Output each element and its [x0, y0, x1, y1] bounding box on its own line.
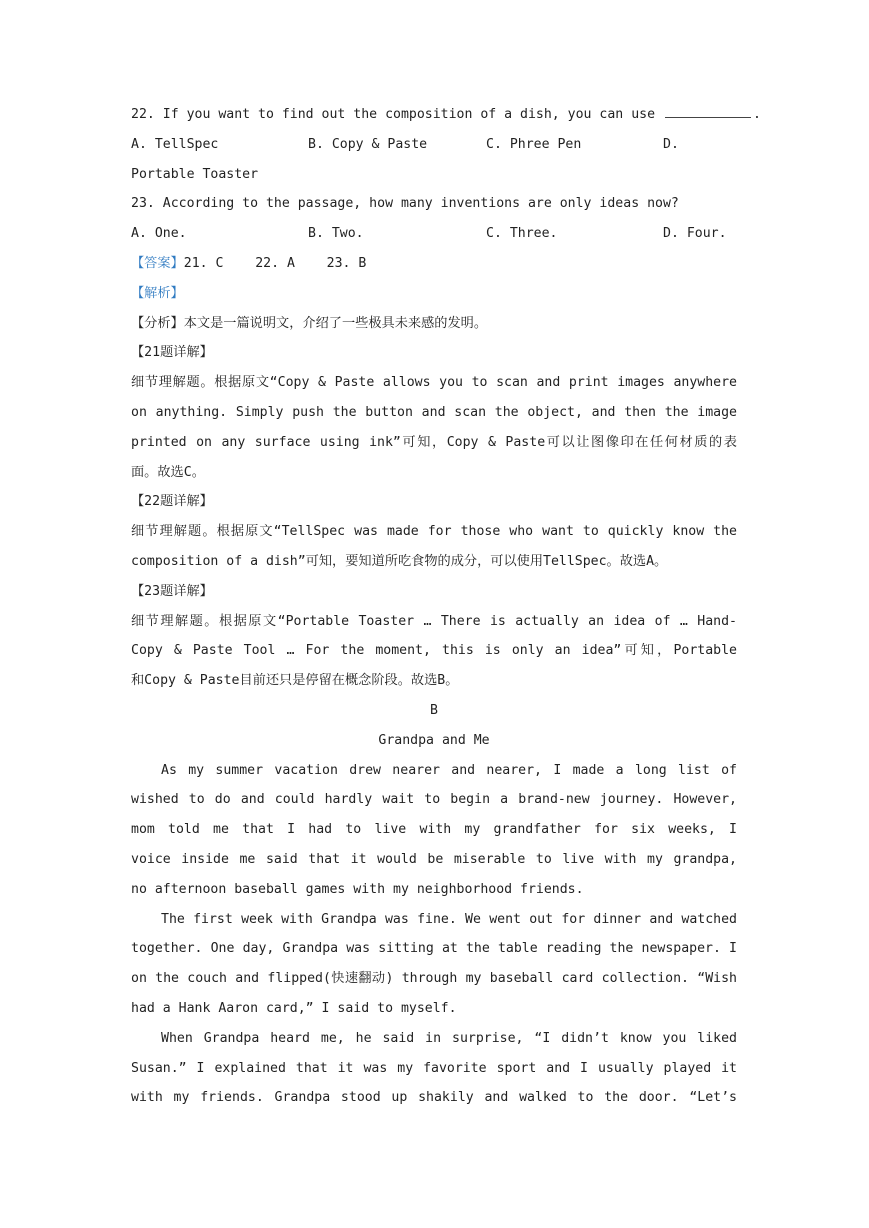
- passage-line: Susan.” I explained that it was my favorite sport and I usually played it: [131, 1060, 737, 1076]
- answer-line: [131, 249, 737, 279]
- passage-line: on the couch and flipped(快速翻动) through my baseball card collection. “Wish: [131, 971, 737, 987]
- option-d: D. Four.: [663, 226, 727, 242]
- q21-detail-line: on anything. Simply push the button and scan the object, and then the image: [131, 404, 737, 420]
- analysis-summary: 【分析】本文是一篇说明文，介绍了一些极具未来感的发明。: [131, 315, 488, 331]
- option-a: A. TellSpec: [131, 136, 219, 152]
- q22-detail-line: composition of a dish”可知，要知道所吃食物的成分，可以使用TellSpec。故选A。: [131, 553, 668, 569]
- passage-line: with my friends. Grandpa stood up shakily and walked to the door. “Let’s: [131, 1090, 737, 1106]
- q23-detail-line: Copy & Paste Tool … For the moment, this is only an idea”可知，Portable: [131, 643, 737, 659]
- question-22-stem: [131, 100, 761, 130]
- analysis-tag: 【解析】: [131, 285, 184, 301]
- option-d: D.: [663, 136, 679, 152]
- q21-detail-line: 面。故选C。: [131, 464, 205, 480]
- passage-line: together. One day, Grandpa was sitting at the table reading the newspaper. I: [131, 941, 737, 957]
- option-b: B. Copy & Paste: [308, 136, 428, 152]
- q21-detail-title: 【21题详解】: [131, 345, 213, 361]
- q22-detail-line: 细节理解题。根据原文“TellSpec was made for those who want to quickly know the: [131, 524, 737, 540]
- answer-text: 21. C 22. A 23. B: [183, 255, 367, 271]
- passage-line: mom told me that I had to live with my grandfather for six weeks, I: [131, 822, 737, 838]
- passage-line: When Grandpa heard me, he said in surprise, “I didn’t know you liked: [161, 1030, 737, 1046]
- passage-line: voice inside me said that it would be miserable to live with my grandpa,: [131, 851, 737, 867]
- document-page: [131, 100, 761, 1113]
- option-a: A. One.: [131, 226, 187, 242]
- passage-line: The first week with Grandpa was fine. We went out for dinner and watched: [161, 911, 737, 927]
- q22-detail-title: 【22题详解】: [131, 494, 213, 510]
- passage-title: Grandpa and Me: [378, 732, 490, 748]
- answer-blank: [665, 107, 751, 118]
- q23-detail-line: 和Copy & Paste目前还只是停留在概念阶段。故选B。: [131, 673, 459, 689]
- passage-line: wished to do and could hardly wait to begin a brand-new journey. However,: [131, 792, 737, 808]
- q21-detail-line: printed on any surface using ink”可知，Copy & Paste可以让图像印在任何材质的表: [131, 434, 737, 450]
- question-23-stem: 23. According to the passage, how many inventions are only ideas now?: [131, 196, 679, 212]
- question-22-text: 22. If you want to find out the composition of a dish, you can use: [131, 107, 656, 122]
- q21-detail-line: 细节理解题。根据原文“Copy & Paste allows you to scan and print images anywhere: [131, 375, 737, 391]
- question-22-options: [131, 130, 737, 160]
- section-letter: B: [430, 702, 438, 718]
- option-c: C. Three.: [486, 226, 558, 242]
- option-b: B. Two.: [308, 226, 364, 242]
- passage-line: As my summer vacation drew nearer and nearer, I made a long list of: [161, 762, 737, 778]
- question-22-end: .: [752, 107, 761, 122]
- passage-line: no afternoon baseball games with my neighborhood friends.: [131, 881, 584, 897]
- q23-detail-title: 【23题详解】: [131, 583, 213, 599]
- q23-detail-line: 细节理解题。根据原文“Portable Toaster … There is actually an idea of … Hand-: [131, 613, 737, 629]
- question-23-options: [131, 219, 737, 249]
- option-c: C. Phree Pen: [486, 136, 582, 152]
- passage-line: had a Hank Aaron card,” I said to myself.: [131, 1000, 457, 1016]
- option-d-text: Portable Toaster: [131, 166, 259, 182]
- answer-tag: 【答案】: [131, 255, 184, 271]
